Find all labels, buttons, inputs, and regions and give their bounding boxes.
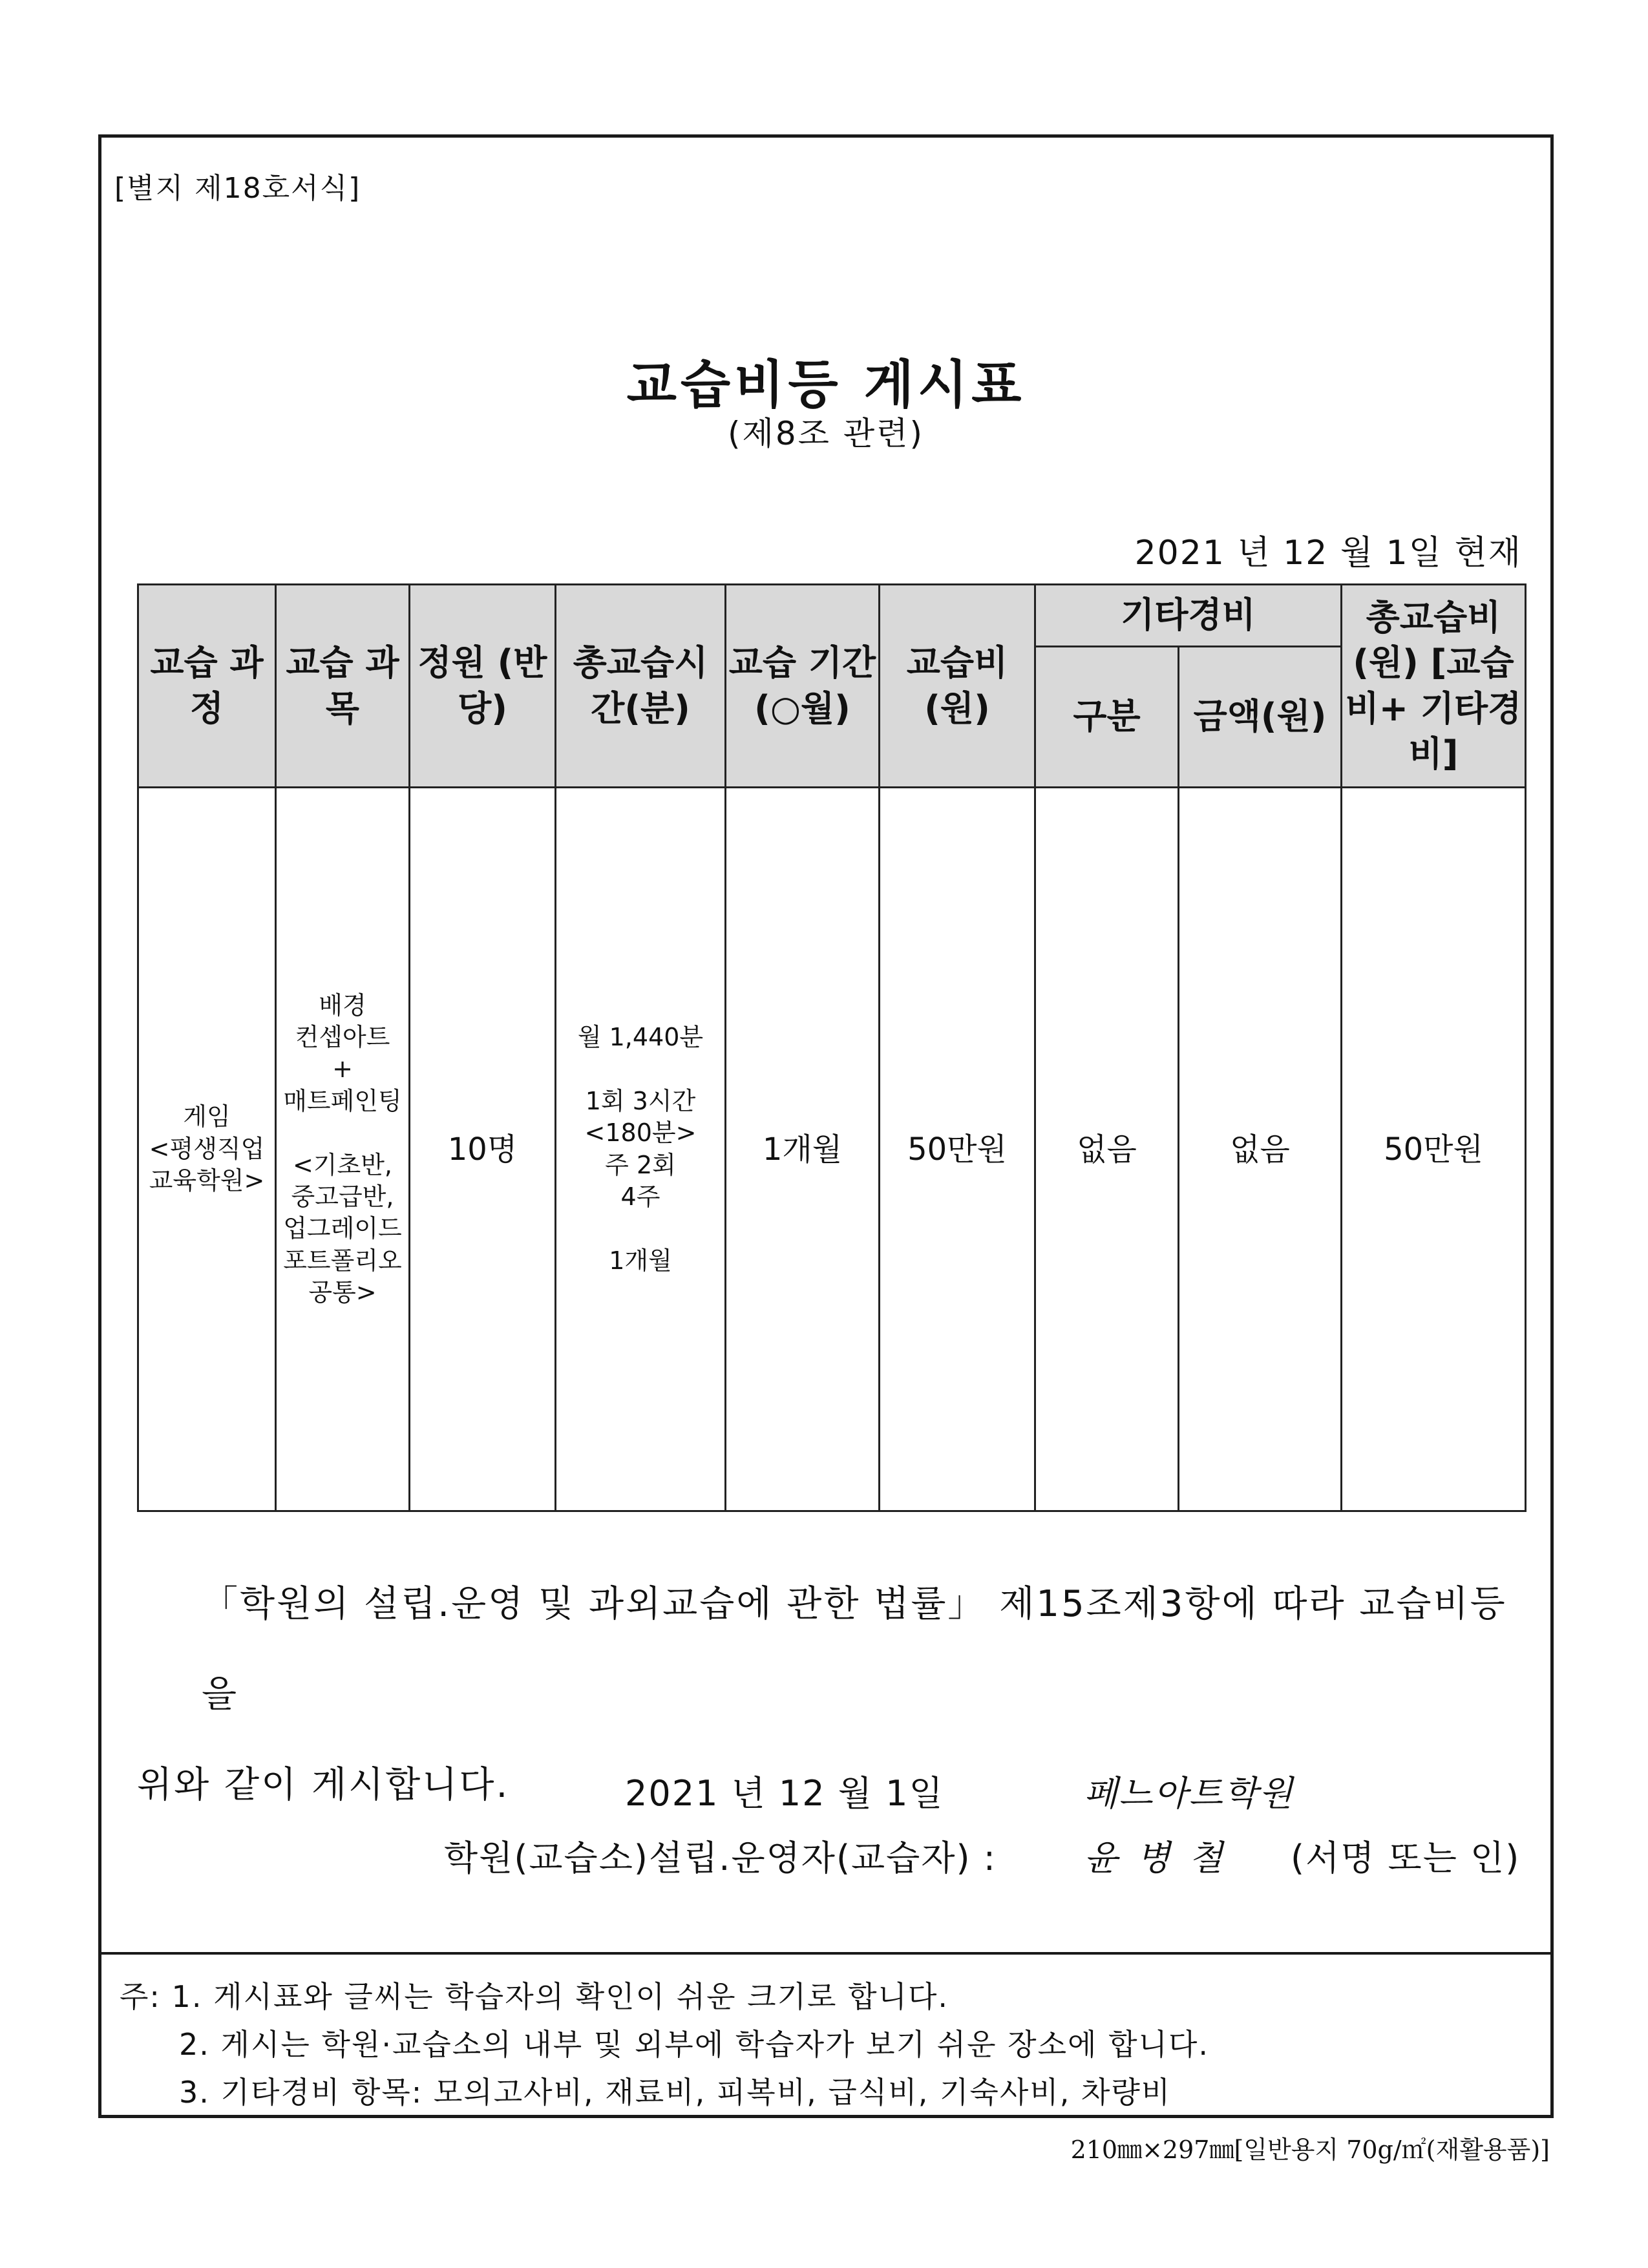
notes-divider xyxy=(101,1952,1550,1955)
header-capacity: 정원 (반당) xyxy=(410,585,556,788)
header-category: 구분 xyxy=(1035,647,1179,788)
document-subtitle: (제8조 관련) xyxy=(728,415,924,452)
operator-name: 윤 병 철 xyxy=(1084,1838,1227,1878)
paper-spec: 210㎜×297㎜[일반용지 70g/㎡(재활용품)] xyxy=(1070,2136,1550,2164)
operator-label: 학원(교습소)설립.운영자(교습자) : xyxy=(444,1838,997,1878)
statement-line-2: 위와 같이 게시합니다. xyxy=(137,1764,510,1806)
note-3: 3. 기타경비 항목: 모의고사비, 재료비, 피복비, 급식비, 기숙사비, 차량비 xyxy=(179,2075,1172,2110)
as-of-date: 2021 년 12 월 1일 현재 xyxy=(1134,534,1522,572)
academy-name: 페느아트학원 xyxy=(1084,1773,1294,1814)
cell-subject: 배경 컨셉아트 + 매트페인팅 <기초반, 중고급반, 업그레이드 포트폴리오 공통> xyxy=(276,788,410,1511)
fee-table xyxy=(137,583,1527,1512)
cell-course: 게임 <평생직업 교육학원> xyxy=(138,788,276,1511)
statement-line-1: 「학원의 설립.운영 및 과외교습에 관한 법률」 제15조제3항에 따라 교습비등을 xyxy=(202,1583,1507,1716)
header-other-expenses: 기타경비 xyxy=(1035,585,1342,647)
form-frame xyxy=(98,134,1554,2118)
notes xyxy=(120,1973,1209,2116)
cell-amount: 없음 xyxy=(1179,788,1342,1511)
note-1: 주: 1. 게시표와 글씨는 학습자의 확인이 쉬운 크기로 합니다. xyxy=(120,1979,949,2014)
cell-fee: 50만원 xyxy=(880,788,1035,1511)
header-amount: 금액(원) xyxy=(1179,647,1342,788)
cell-period: 1개월 xyxy=(726,788,880,1511)
form-number: [별지 제18호서식] xyxy=(114,172,361,205)
signature-date: 2021 년 12 월 1일 xyxy=(625,1773,944,1814)
cell-total-fee: 50만원 xyxy=(1342,788,1526,1511)
cell-capacity: 10명 xyxy=(410,788,556,1511)
cell-total-time: 월 1,440분 1회 3시간 <180분> 주 2회 4주 1개월 xyxy=(556,788,726,1511)
header-total-time: 총교습시 간(분) xyxy=(556,585,726,788)
header-fee: 교습비 (원) xyxy=(880,585,1035,788)
cell-category: 없음 xyxy=(1035,788,1179,1511)
note-2: 2. 게시는 학원·교습소의 내부 및 외부에 학습자가 보기 쉬운 장소에 합니다. xyxy=(179,2027,1209,2062)
header-total-fee: 총교습비(원) [교습비+ 기타경비] xyxy=(1342,585,1526,788)
header-course: 교습 과정 xyxy=(138,585,276,788)
header-subject: 교습 과목 xyxy=(276,585,410,788)
document-title: 교습비등 게시표 xyxy=(626,355,1026,415)
header-period: 교습 기간 (○월) xyxy=(726,585,880,788)
sign-or-seal-hint: (서명 또는 인) xyxy=(1291,1838,1521,1878)
